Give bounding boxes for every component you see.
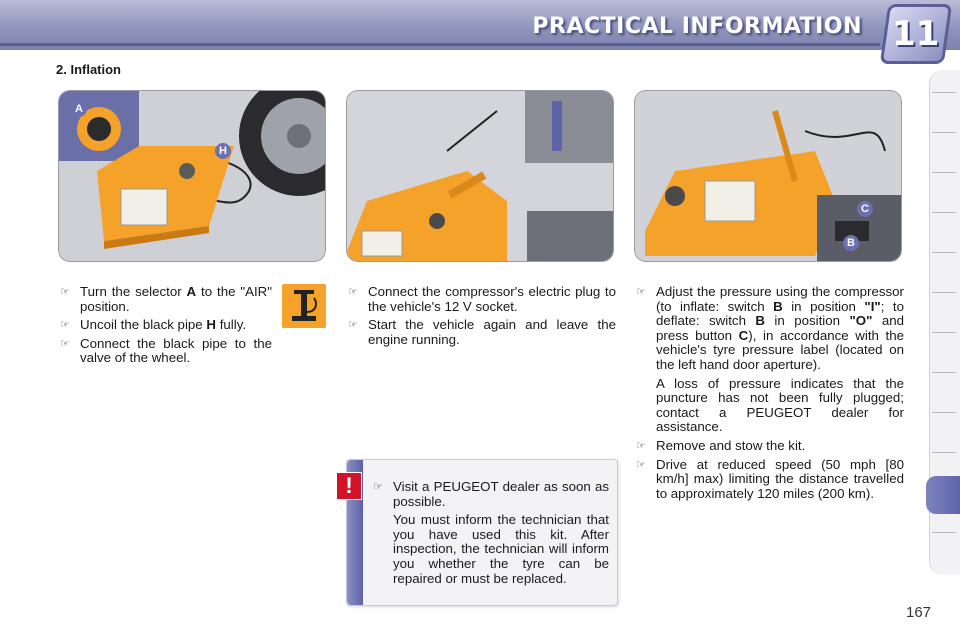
pointing-hand-icon: ☞ bbox=[636, 439, 646, 452]
callout-label: B bbox=[843, 235, 859, 251]
electric-plug-illustration bbox=[346, 90, 614, 262]
header-rule bbox=[0, 43, 880, 46]
instructions-column-2 bbox=[346, 285, 616, 351]
tyre-pump-icon bbox=[282, 284, 326, 328]
instruction-item: ☞ Connect the compressor's electric plug to the vehicle's 12 V socket. bbox=[348, 284, 616, 314]
index-tab-divider bbox=[932, 412, 956, 413]
pointing-hand-icon: ☞ bbox=[348, 319, 358, 332]
pointing-hand-icon: ☞ bbox=[636, 286, 646, 298]
index-tab-divider bbox=[932, 372, 956, 373]
warning-box bbox=[346, 459, 618, 606]
selector-and-hose-illustration bbox=[58, 90, 326, 262]
pointing-hand-icon: ☞ bbox=[60, 319, 70, 332]
instruction-item: ☞ Turn the selector A to the "AIR" position. bbox=[60, 284, 272, 314]
callout-label: C bbox=[857, 201, 873, 217]
pressure-switch-illustration bbox=[634, 90, 902, 262]
callout-label: A bbox=[71, 101, 87, 117]
instruction-item: ☞ Drive at reduced speed (50 mph [80 km/h] max) limiting the distance travelled to approximately 120 miles (200 km). bbox=[636, 456, 904, 501]
pointing-hand-icon: ☞ bbox=[60, 286, 70, 298]
index-tab-divider bbox=[932, 132, 956, 133]
instructions-column-3 bbox=[634, 285, 904, 505]
instructions-column-1 bbox=[58, 285, 272, 370]
index-tab-divider bbox=[932, 292, 956, 293]
page-title: PRACTICAL INFORMATION bbox=[532, 14, 862, 39]
index-tab-divider bbox=[932, 532, 956, 533]
chapter-number: 11 bbox=[892, 14, 940, 54]
warning-text bbox=[371, 480, 609, 590]
instruction-item: ☞ Connect the black pipe to the valve of the wheel. bbox=[60, 335, 272, 366]
pointing-hand-icon: ☞ bbox=[348, 286, 358, 298]
chapter-badge bbox=[880, 4, 952, 64]
pointing-hand-icon: ☞ bbox=[636, 458, 646, 471]
index-tab-divider bbox=[932, 332, 956, 333]
section-heading: 2. Inflation bbox=[56, 62, 121, 77]
instruction-item: ☞ Adjust the pressure using the compressor (to inflate: switch B in position "I"; to deflate: switch B in position "O" and press button C), in accordance with the vehicle's tyre pressure label (located on the left hand door aperture). bbox=[636, 284, 905, 372]
index-tab-divider bbox=[932, 212, 956, 213]
instruction-item: ☞ Uncoil the black pipe H fully. bbox=[60, 317, 247, 333]
pointing-hand-icon: ☞ bbox=[60, 337, 70, 350]
index-tab-active[interactable] bbox=[926, 476, 960, 514]
warning-item: ☞ Visit a PEUGEOT dealer as soon as possible. bbox=[373, 479, 609, 509]
pointing-hand-icon: ☞ bbox=[373, 481, 383, 493]
index-tab-divider bbox=[932, 92, 956, 93]
callout-label: H bbox=[215, 143, 231, 159]
instruction-item: ☞ Remove and stow the kit. bbox=[636, 437, 806, 453]
index-tab-divider bbox=[932, 452, 956, 453]
index-tab-divider bbox=[932, 172, 956, 173]
warning-note: You must inform the technician that you have used this kit. After inspection, the technician will inform you whether the tyre can be repaired or must be replaced. bbox=[393, 512, 609, 586]
instruction-item: ☞ Start the vehicle again and leave the engine running. bbox=[348, 317, 616, 347]
page-number: 167 bbox=[906, 604, 932, 621]
warning-icon: ! bbox=[336, 472, 362, 500]
instruction-note: A loss of pressure indicates that the puncture has not been fully plugged; contact a PEUGEOT dealer for assistance. bbox=[656, 375, 904, 435]
index-tab-divider bbox=[932, 252, 956, 253]
